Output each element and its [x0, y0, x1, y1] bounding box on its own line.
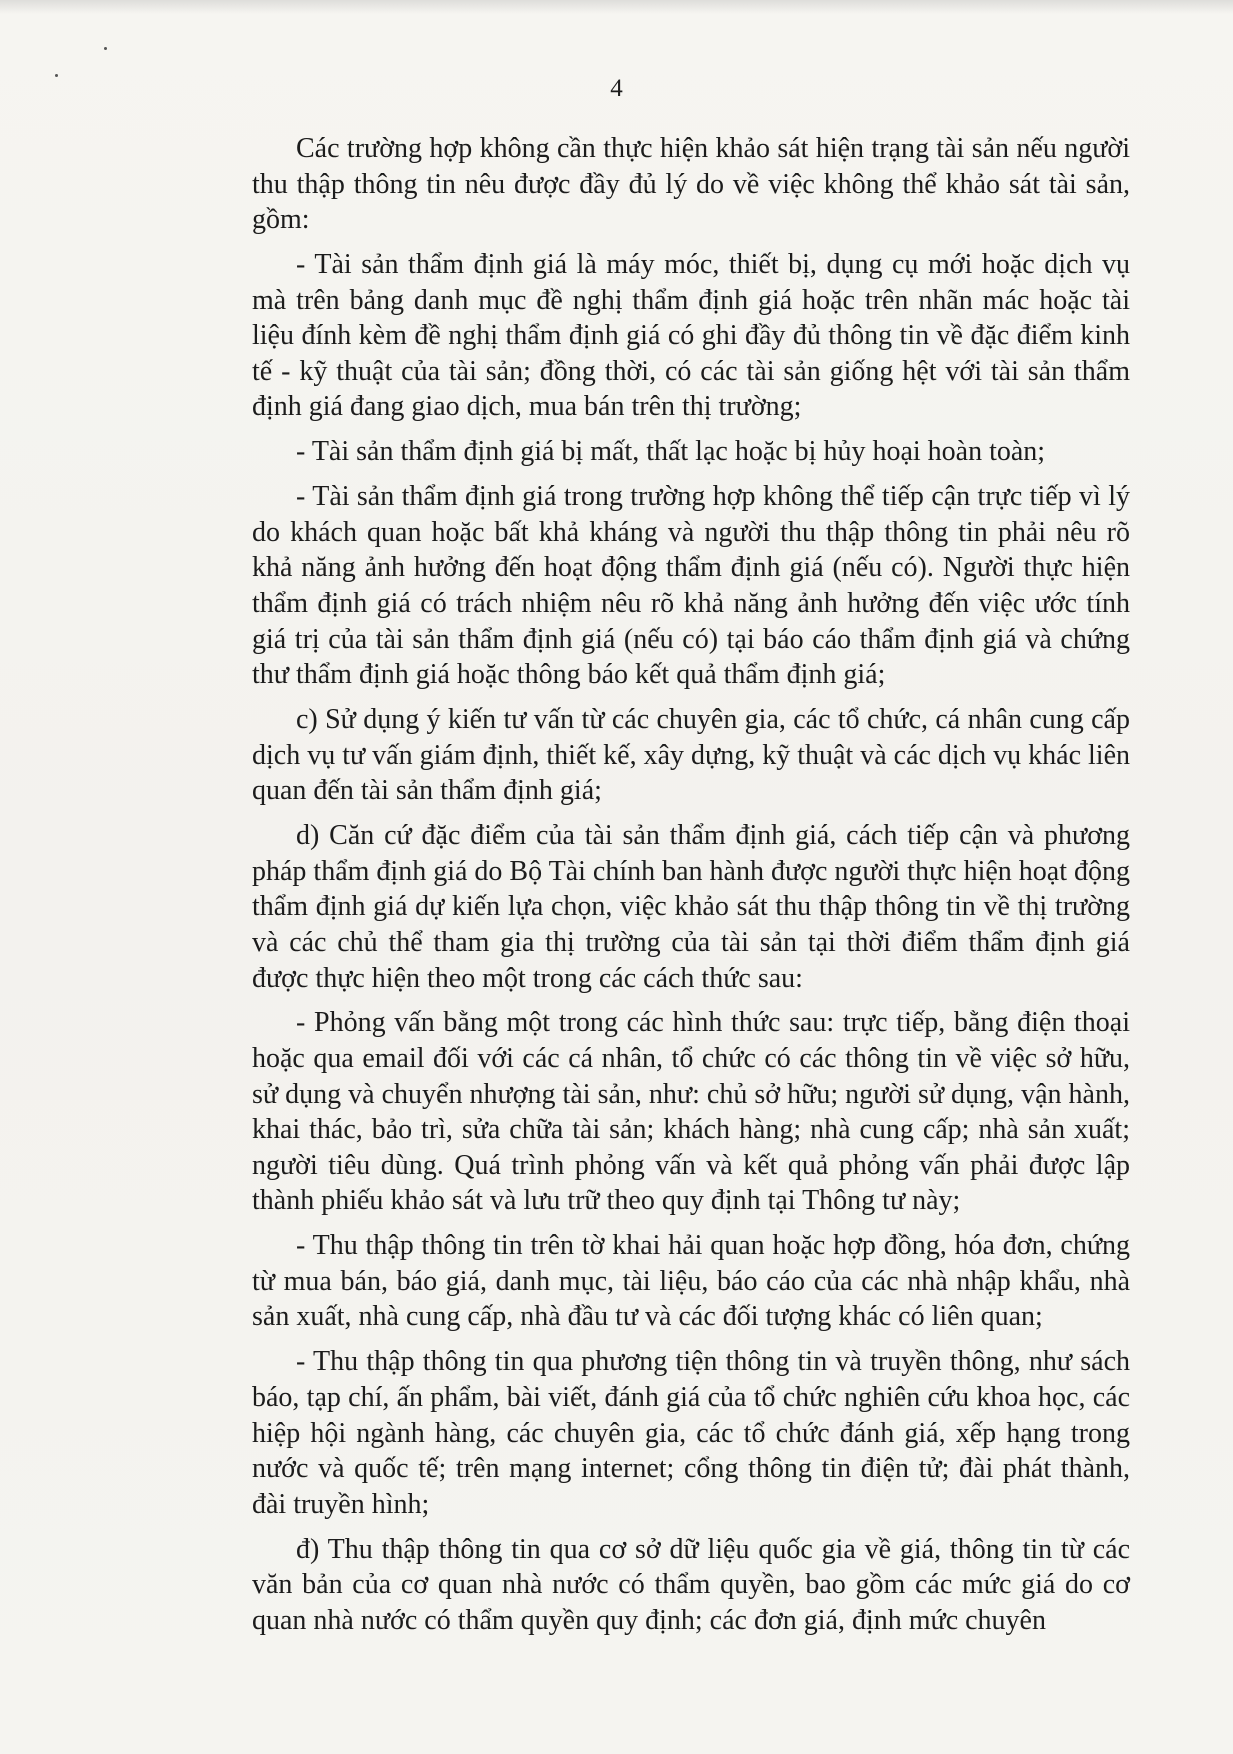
- paragraph-survey-exemptions: Các trường hợp không cần thực hiện khảo sát hiện trạng tài sản nếu người thu thập thông tin nêu được đầy đủ lý do về việc không thể khảo sát tài sản, gồm:: [252, 133, 1130, 236]
- scan-top-edge: [0, 0, 1233, 14]
- paragraph-interview: - Phỏng vấn bằng một trong các hình thức sau: trực tiếp, bằng điện thoại hoặc qua email đối với các cá nhân, tổ chức có các thông tin về việc sở hữu, sử dụng và chuyển nhượng tài sản, như: chủ sở hữu; người sử dụng, vận hành, khai thác, bảo trì, sửa chữa tài sản; khách hàng; nhà cung cấp; nhà sản xuất; người tiêu dùng. Quá trình phỏng vấn và kết quả phỏng vấn phải được lập thành phiếu khảo sát và lưu trữ theo quy định tại Thông tư này;: [252, 1007, 1130, 1217]
- paragraph-lost-asset: - Tài sản thẩm định giá bị mất, thất lạc hoặc bị hủy hoại hoàn toàn;: [296, 436, 1046, 468]
- paragraph-item-d: d) Căn cứ đặc điểm của tài sản thẩm định giá, cách tiếp cận và phương pháp thẩm định giá do Bộ Tài chính ban hành được người thực hiện hoạt động thẩm định giá dự kiến lựa chọn, việc khảo sát thu thập thông tin về thị trường và các chủ thể tham gia thị trường của tài sản tại thời điểm thẩm định giá được thực hiện theo một trong các cách thức sau:: [252, 820, 1130, 994]
- page-number: 4: [610, 75, 623, 102]
- scan-speck: [104, 47, 107, 50]
- paragraph-media-sources: - Thu thập thông tin qua phương tiện thông tin và truyền thông, như sách báo, tạp chí, ấn phẩm, bài viết, đánh giá của tổ chức nghiên cứu khoa học, các hiệp hội ngành hàng, các chuyên gia, các tổ chức đánh giá, xếp hạng trong nước và quốc tế; trên mạng internet; cổng thông tin điện tử; đài phát thành, đài truyền hình;: [252, 1346, 1130, 1520]
- paragraph-item-dd: đ) Thu thập thông tin qua cơ sở dữ liệu quốc gia về giá, thông tin từ các văn bản của cơ quan nhà nước có thẩm quyền, bao gồm các mức giá do cơ quan nhà nước có thẩm quyền quy định; các đơn giá, định mức chuyên: [252, 1533, 1130, 1636]
- paragraph-item-c: c) Sử dụng ý kiến tư vấn từ các chuyên gia, các tổ chức, cá nhân cung cấp dịch vụ tư vấn giám định, thiết kế, xây dựng, kỹ thuật và các dịch vụ khác liên quan đến tài sản thẩm định giá;: [252, 704, 1130, 807]
- document-body: [252, 131, 1130, 1638]
- paragraph-new-equipment: - Tài sản thẩm định giá là máy móc, thiết bị, dụng cụ mới hoặc dịch vụ mà trên bảng danh mục đề nghị thẩm định giá hoặc trên nhãn mác hoặc tài liệu đính kèm đề nghị thẩm định giá có ghi đầy đủ thông tin về đặc điểm kinh tế - kỹ thuật của tài sản; đồng thời, có các tài sản giống hệt với tài sản thẩm định giá đang giao dịch, mua bán trên thị trường;: [252, 249, 1130, 423]
- paragraph-no-direct-access: - Tài sản thẩm định giá trong trường hợp không thể tiếp cận trực tiếp vì lý do khách quan hoặc bất khả kháng và người thu thập thông tin phải nêu rõ khả năng ảnh hưởng đến hoạt động thẩm định giá (nếu có). Người thực hiện thẩm định giá có trách nhiệm nêu rõ khả năng ảnh hưởng đến việc ước tính giá trị của tài sản thẩm định giá (nếu có) tại báo cáo thẩm định giá và chứng thư thẩm định giá hoặc thông báo kết quả thẩm định giá;: [252, 481, 1130, 691]
- paragraph-customs-documents: - Thu thập thông tin trên tờ khai hải quan hoặc hợp đồng, hóa đơn, chứng từ mua bán, báo giá, danh mục, tài liệu, báo cáo của các nhà nhập khẩu, nhà sản xuất, nhà cung cấp, nhà đầu tư và các đối tượng khác có liên quan;: [252, 1230, 1130, 1333]
